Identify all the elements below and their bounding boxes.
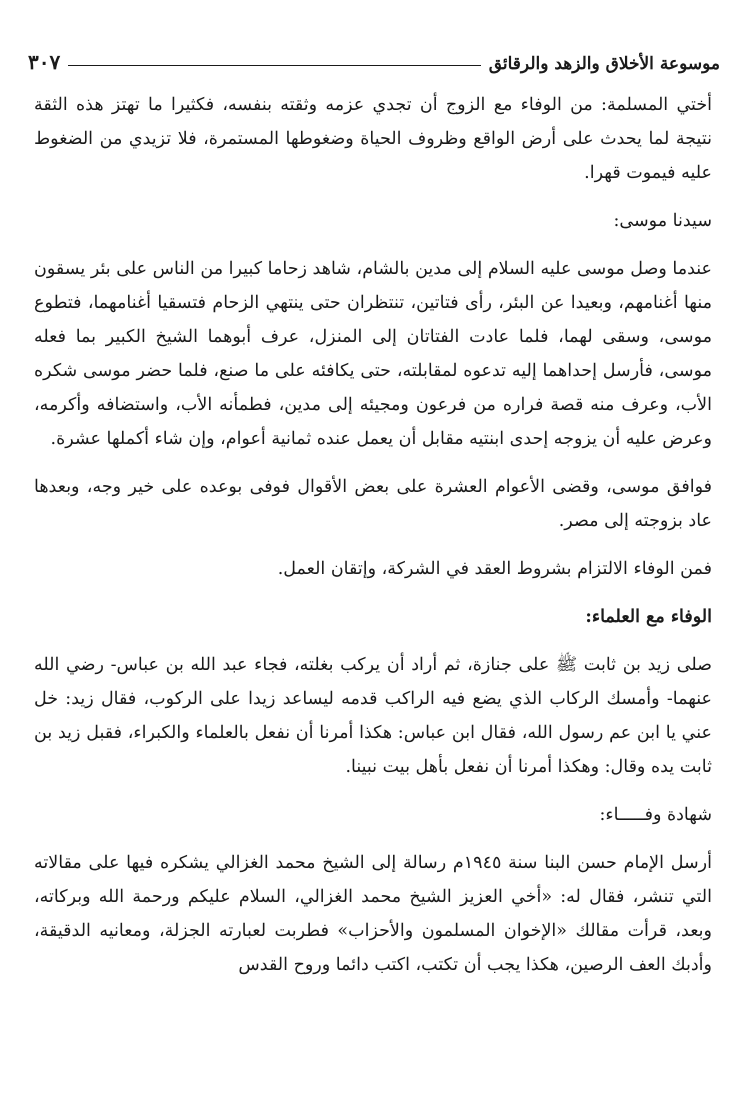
book-page [28, 48, 720, 1081]
heading-loyalty-to-scholars: الوفاء مع العلماء: [585, 607, 712, 627]
page-body [28, 88, 720, 982]
running-header [28, 48, 720, 74]
paragraph-moses-fulfilled: فوافق موسى، وقضى الأعوام العشرة على بعض الأقوال فوفى بوعده على خير وجه، وبعدها عاد بزوجته إلى مصر. [34, 477, 712, 531]
paragraph-hassan-al-banna-letter: أرسل الإمام حسن البنا سنة ١٩٤٥م رسالة إلى الشيخ محمد الغزالي يشكره فيها على مقالاته التي تنشر، فقال له: «أخي العزيز الشيخ محمد الغزالي، السلام عليكم ورحمة الله وبركاته، وبعد، قرأت مقالك «الإخوان المسلمون والأحزاب» فطربت لعبارته الجزلة، ومعانيه الدقيقة، وأدبك العف الرصين، هكذا يجب أن تكتب، اكتب دائما وروح القدس [34, 853, 712, 975]
paragraph-zaid-ibn-thabit: صلى زيد بن ثابت ﷺ على جنازة، ثم أراد أن يركب بغلته، فجاء عبد الله بن عباس- رضي الله عنهما- وأمسك الركاب الذي يضع فيه الراكب قدمه ليساعد زيدا على الركوب، فقال زيد: خل عني يا ابن عم رسول الله، فقال ابن عباس: هكذا أمرنا أن نفعل بالعلماء والكبراء، فقبل زيد بن ثابت يده وقال: وهكذا أمرنا أن نفعل بأهل بيت نبينا. [34, 655, 712, 777]
paragraph-work-loyalty: فمن الوفاء الالتزام بشروط العقد في الشركة، وإتقان العمل. [277, 559, 712, 579]
page-number: ٣٠٧ [28, 50, 61, 74]
heading-testimony-of-loyalty: شهادة وفـــــاء: [599, 805, 712, 825]
header-rule [68, 65, 480, 66]
paragraph-loyalty-to-husband: أختي المسلمة: من الوفاء مع الزوج أن تجدي عزمه وثقته بنفسه، فكثيرا ما تهتز هذه الثقة نتيجة لما يحدث على أرض الواقع وظروف الحياة وضغوطها المستمرة، فلا تزيدي من الضغوط عليه فيموت قهرا. [34, 95, 712, 183]
heading-prophet-moses: سيدنا موسى: [613, 211, 712, 231]
paragraph-moses-story: عندما وصل موسى عليه السلام إلى مدين بالشام، شاهد زحاما كبيرا من الناس على بئر يسقون منها أغنامهم، وبعيدا عن البئر، رأى فتاتين، تنتظران حتى ينتهي الزحام فتسقيا أغنامهما، فتطوع موسى، وسقى لهما، فلما عادت الفتاتان إلى المنزل، عرف أبوهما الشيخ الكبير بما فعله موسى، فأرسل إحداهما إليه تدعوه لمقابلته، حتى يكافئه على ما صنع، فلما حضر موسى شكره الأب، وعرف منه قصة فراره من فرعون ومجيئه إلى مدين، فطمأنه الأب، واستضافه وأكرمه، وعرض عليه أن يزوجه إحدى ابنتيه مقابل أن يعمل عنده ثمانية أعوام، وإن شاء أكملها عشرة. [34, 259, 712, 449]
book-title: موسوعة الأخلاق والزهد والرقائق [488, 54, 720, 74]
